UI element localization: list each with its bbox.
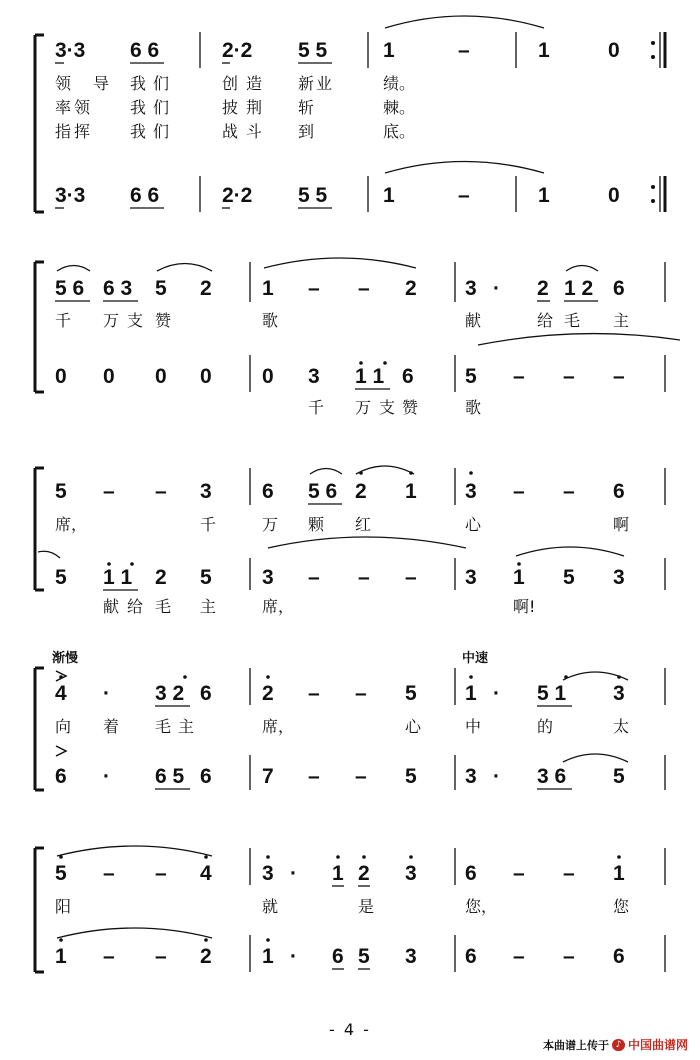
note: 1 xyxy=(538,39,550,62)
tempo-moderate: 中速 xyxy=(462,651,489,666)
note: – xyxy=(458,184,470,207)
lyric: 中 xyxy=(465,717,482,736)
note: 0 xyxy=(200,365,212,388)
octave-dot xyxy=(59,938,63,942)
note: 1 xyxy=(262,945,274,968)
lyric: 的 xyxy=(537,717,554,736)
note: – xyxy=(613,365,625,388)
lyric: 我 xyxy=(130,122,147,141)
octave-dot xyxy=(204,938,208,942)
note: 3·3 xyxy=(55,39,86,62)
note: 1 xyxy=(538,184,550,207)
lyric: 们 xyxy=(153,122,170,141)
octave-dot xyxy=(469,471,473,475)
lyric: 造 xyxy=(246,74,263,93)
lyric: 颗 xyxy=(308,515,325,534)
lyric: 啊 xyxy=(613,515,630,534)
tie xyxy=(268,537,466,548)
note: 5 xyxy=(358,945,370,968)
lyric: 千 xyxy=(308,398,325,417)
note: 3 xyxy=(465,765,477,788)
lyric: 领 xyxy=(74,98,91,117)
note: 0 xyxy=(103,365,115,388)
note: 6 3 xyxy=(103,277,133,300)
source-text: 本曲谱上传于 xyxy=(542,1038,609,1052)
repeat-dot xyxy=(651,199,655,203)
lyric: 斗 xyxy=(246,122,263,141)
note: 5 xyxy=(55,862,67,885)
note: 5 5 xyxy=(298,39,328,62)
octave-dot xyxy=(204,855,208,859)
lyric: 万 xyxy=(355,398,372,417)
note: – xyxy=(103,862,115,885)
note: 1 xyxy=(55,945,67,968)
tie xyxy=(57,846,212,856)
repeat-dot xyxy=(651,55,655,59)
note: – xyxy=(563,365,575,388)
note: – xyxy=(155,480,167,503)
tie xyxy=(385,162,544,174)
note: 1 2 xyxy=(564,277,594,300)
note: – xyxy=(405,566,417,589)
lyric: 心 xyxy=(405,717,422,736)
lyric: 赞 xyxy=(402,398,419,417)
lyric: 底。 xyxy=(383,122,416,141)
note: 4 xyxy=(200,862,212,885)
lyric: 您， xyxy=(465,897,498,916)
note: 6 xyxy=(402,365,414,388)
lyric: 您 xyxy=(613,897,630,916)
lyric: 们 xyxy=(153,98,170,117)
note: 2 xyxy=(155,566,167,589)
lyric: 献 xyxy=(103,597,120,616)
octave-dot xyxy=(107,562,111,566)
note: 3 xyxy=(308,365,320,388)
lyric: 我 xyxy=(130,98,147,117)
note: · xyxy=(290,945,297,968)
note: 2 xyxy=(262,682,274,705)
note: – xyxy=(563,480,575,503)
lyric: 献 xyxy=(465,311,482,330)
note: 5 xyxy=(405,682,417,705)
note: 6 xyxy=(465,945,477,968)
note: 2 xyxy=(405,277,417,300)
lyric: 就 xyxy=(262,897,279,916)
note: – xyxy=(563,945,575,968)
note: 6 6 xyxy=(130,184,160,207)
system-3 xyxy=(35,466,665,616)
note: 1 1 xyxy=(103,566,133,589)
note: 5 6 xyxy=(55,277,85,300)
lyric: 席， xyxy=(55,515,88,534)
note: · xyxy=(493,765,500,788)
note: 6 xyxy=(200,765,212,788)
note: 1 xyxy=(383,184,395,207)
note: · xyxy=(493,682,500,705)
slur xyxy=(157,264,212,272)
note: 5 xyxy=(200,566,212,589)
note: 3 xyxy=(465,277,477,300)
note: – xyxy=(355,682,367,705)
lyric: 导 xyxy=(93,74,110,93)
note: · xyxy=(290,862,297,885)
note: 3 xyxy=(405,862,417,885)
system-bracket xyxy=(35,848,44,972)
lyric: 阳 xyxy=(55,897,72,916)
note: 3 xyxy=(613,682,625,705)
octave-dot xyxy=(266,938,270,942)
lyric: 挥 xyxy=(74,122,91,141)
brand-name[interactable]: 中国曲谱网 xyxy=(627,1038,688,1052)
lyric: 主 xyxy=(613,311,630,330)
system-4 xyxy=(35,650,665,790)
octave-dot xyxy=(266,855,270,859)
lyric: 着 xyxy=(103,717,120,736)
tempo-slowing: 渐慢 xyxy=(52,651,79,666)
note: 0 xyxy=(608,184,620,207)
note: 3 xyxy=(262,862,274,885)
lyric: 支 xyxy=(379,398,396,417)
note: – xyxy=(155,862,167,885)
note: 1 1 xyxy=(355,365,385,388)
note: 2·2 xyxy=(222,184,253,207)
octave-dot xyxy=(266,675,270,679)
lyric: 主 xyxy=(178,717,195,736)
lyric: 毛 xyxy=(155,597,172,616)
octave-dot xyxy=(359,361,363,365)
lyric: 歌 xyxy=(262,311,279,330)
lyric: 席， xyxy=(262,597,295,616)
slur xyxy=(356,466,414,474)
note: – xyxy=(513,480,525,503)
note: – xyxy=(103,945,115,968)
system-2 xyxy=(35,258,680,417)
note: 6 xyxy=(55,765,67,788)
note: – xyxy=(358,566,370,589)
lyric: 毛 xyxy=(564,311,581,330)
repeat-dot xyxy=(651,41,655,45)
lyric: 心 xyxy=(465,515,482,534)
tie xyxy=(478,334,680,345)
note: 1 xyxy=(613,862,625,885)
note: 6 xyxy=(613,480,625,503)
slur xyxy=(516,547,624,556)
note: – xyxy=(355,765,367,788)
lyric: 荆 xyxy=(246,98,263,117)
note: – xyxy=(563,862,575,885)
lyric: 是 xyxy=(358,897,375,916)
note: 2 xyxy=(200,945,212,968)
lyric: 千 xyxy=(55,311,72,330)
system-5 xyxy=(35,846,665,972)
note: 2 xyxy=(537,277,549,300)
lyric: 赞 xyxy=(155,311,172,330)
lyric: 战 xyxy=(222,122,239,141)
lyric: 斩 xyxy=(298,98,315,117)
lyric: 万 xyxy=(103,311,120,330)
repeat-dot xyxy=(651,185,655,189)
lyric: 红 xyxy=(355,515,372,534)
lyric: 啊! xyxy=(513,597,536,616)
note: 3 xyxy=(262,566,274,589)
system-bracket xyxy=(35,668,44,790)
note: 5 5 xyxy=(298,184,328,207)
octave-dot xyxy=(59,675,63,679)
slur xyxy=(563,672,628,680)
accent-mark xyxy=(56,746,66,756)
note: – xyxy=(458,39,470,62)
note: 2·2 xyxy=(222,39,253,62)
lyric: 我 xyxy=(130,74,147,93)
note: 6 xyxy=(262,480,274,503)
lyric: 们 xyxy=(153,74,170,93)
music-logo-icon: ♪ xyxy=(612,1039,625,1051)
source-credit xyxy=(543,1036,688,1053)
note: 4 xyxy=(55,682,67,705)
lyric: 千 xyxy=(200,515,217,534)
note: · xyxy=(103,765,110,788)
lyric: 绩。 xyxy=(383,74,416,93)
octave-dot xyxy=(617,855,621,859)
lyric: 太 xyxy=(613,717,630,736)
note: – xyxy=(308,277,320,300)
octave-dot xyxy=(517,562,521,566)
system-bracket xyxy=(35,35,44,212)
octave-dot xyxy=(183,675,187,679)
note: – xyxy=(358,277,370,300)
note: 7 xyxy=(262,765,274,788)
note: 6 5 xyxy=(155,765,185,788)
note: 0 xyxy=(155,365,167,388)
lyric: 业 xyxy=(316,74,333,93)
lyric: 席， xyxy=(262,717,295,736)
system-bracket xyxy=(35,468,44,590)
note: 3 xyxy=(465,480,477,503)
note: 5 xyxy=(405,765,417,788)
note: 1 xyxy=(383,39,395,62)
octave-dot xyxy=(409,855,413,859)
octave-dot xyxy=(362,855,366,859)
lyric: 主 xyxy=(200,597,217,616)
note: 3 2 xyxy=(155,682,185,705)
lyric: 给 xyxy=(127,597,144,616)
slur xyxy=(310,469,342,475)
octave-dot xyxy=(130,562,134,566)
note: 1 xyxy=(405,480,417,503)
note: 6 6 xyxy=(130,39,160,62)
note: 0 xyxy=(262,365,274,388)
lyric: 新 xyxy=(298,74,315,93)
lyric: 创 xyxy=(222,74,239,93)
lyric: 毛 xyxy=(155,717,172,736)
note: 1 xyxy=(513,566,525,589)
note: 5 xyxy=(55,566,67,589)
lyric: 向 xyxy=(55,717,72,736)
note: 2 xyxy=(200,277,212,300)
tie xyxy=(38,551,60,558)
note: 3·3 xyxy=(55,184,86,207)
note: – xyxy=(155,945,167,968)
slur xyxy=(563,754,628,762)
tie xyxy=(385,16,544,28)
note: 3 xyxy=(613,566,625,589)
lyric: 率 xyxy=(55,98,72,117)
tie xyxy=(264,258,416,268)
note: 3 xyxy=(465,566,477,589)
note: 3 xyxy=(405,945,417,968)
note: 1 xyxy=(262,277,274,300)
lyric: 歌 xyxy=(465,398,482,417)
note: 1 xyxy=(332,862,344,885)
lyric: 棘。 xyxy=(383,98,416,117)
note: – xyxy=(513,365,525,388)
slur xyxy=(566,266,598,272)
note: 5 xyxy=(613,765,625,788)
note: 6 xyxy=(613,277,625,300)
note: 6 xyxy=(613,945,625,968)
tie xyxy=(57,928,212,938)
lyric: 披 xyxy=(222,98,239,117)
note: 5 xyxy=(563,566,575,589)
lyric: 万 xyxy=(262,515,279,534)
note: 1 xyxy=(465,682,477,705)
note: – xyxy=(513,862,525,885)
system-1 xyxy=(35,16,665,212)
note: 5 xyxy=(465,365,477,388)
octave-dot xyxy=(383,361,387,365)
lyric: 支 xyxy=(127,311,144,330)
note: · xyxy=(103,682,110,705)
lyric: 领 xyxy=(55,74,72,93)
lyric: 到 xyxy=(298,122,315,141)
note: – xyxy=(103,480,115,503)
note: 2 xyxy=(355,480,367,503)
note: · xyxy=(493,277,500,300)
system-bracket xyxy=(35,262,44,392)
note: 2 xyxy=(358,862,370,885)
note: – xyxy=(513,945,525,968)
note: – xyxy=(308,682,320,705)
page-number: - 4 - xyxy=(329,1020,371,1039)
note: 5 xyxy=(155,277,167,300)
note: 6 xyxy=(200,682,212,705)
note: 5 6 xyxy=(308,480,338,503)
note: 0 xyxy=(55,365,67,388)
note: – xyxy=(308,566,320,589)
slur xyxy=(57,266,90,272)
note: – xyxy=(308,765,320,788)
lyric: 指 xyxy=(55,122,72,141)
note: 0 xyxy=(608,39,620,62)
octave-dot xyxy=(469,675,473,679)
note: 6 xyxy=(465,862,477,885)
octave-dot xyxy=(336,855,340,859)
note: 5 1 xyxy=(537,682,567,705)
note: 3 6 xyxy=(537,765,567,788)
note: 3 xyxy=(200,480,212,503)
note: 6 xyxy=(332,945,344,968)
note: 5 xyxy=(55,480,67,503)
lyric: 给 xyxy=(537,311,554,330)
